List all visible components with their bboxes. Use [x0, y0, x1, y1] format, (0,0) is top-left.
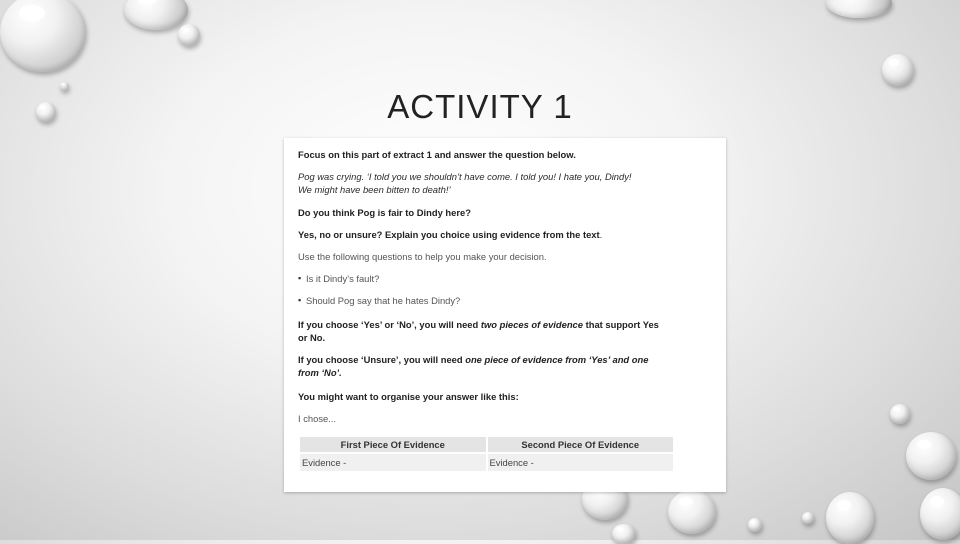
bullet-dot: ▪ [298, 295, 302, 305]
unsure-instruction-end: from ‘No’. [298, 367, 342, 378]
question-text: Do you think Pog is fair to Dindy here? [298, 207, 471, 218]
table-cell: Evidence - [488, 454, 674, 471]
yes-no-instruction-end: or No. [298, 332, 326, 343]
water-drop [612, 524, 636, 544]
table-header: First Piece Of Evidence [300, 437, 486, 452]
water-drop [920, 488, 960, 540]
slide-title: ACTIVITY 1 [387, 88, 573, 125]
water-drop [178, 24, 200, 46]
task-text [298, 228, 678, 241]
water-drop [826, 492, 874, 544]
table-row [300, 454, 673, 471]
quote-line-1: Pog was crying. ‘I told you we shouldn’t have come. I told you! I hate you, Dindy! [298, 171, 632, 182]
water-drop [0, 0, 86, 72]
organise-text: You might want to organise your answer like this: [298, 391, 519, 402]
table-header-row [300, 437, 673, 452]
quote-line-2: We might have been bitten to death!’ [298, 184, 451, 195]
table-cell: Evidence - [300, 454, 486, 471]
water-drop [882, 54, 914, 86]
bullet-item-2: Should Pog say that he hates Dindy? [306, 295, 461, 306]
yes-no-instruction: If you choose ‘Yes’ or ‘No’, you will need two pieces of evidence that support Yes [298, 319, 659, 330]
water-drop [890, 404, 910, 424]
chose-text: I chose... [298, 413, 337, 424]
water-drop [668, 490, 716, 534]
task-end: . [599, 229, 603, 240]
worksheet-card [284, 138, 726, 492]
water-drop [826, 0, 892, 18]
water-drop [802, 512, 814, 524]
bullet-item-1: Is it Dindy’s fault? [306, 273, 380, 284]
water-drop [906, 432, 956, 480]
unsure-instruction: If you choose ‘Unsure’, you will need one piece of evidence from ‘Yes’ and one [298, 354, 649, 365]
evidence-table [298, 435, 675, 473]
helper-text: Use the following questions to help you make your decision. [298, 251, 547, 262]
bullet-dot: ▪ [298, 273, 302, 283]
table-header: Second Piece Of Evidence [488, 437, 674, 452]
water-drop [124, 0, 188, 30]
water-drop [748, 518, 762, 532]
task-bold: Yes, no or unsure? Explain you choice using evidence from the text [298, 229, 600, 240]
instruction-text: Focus on this part of extract 1 and answer the question below. [298, 149, 576, 160]
